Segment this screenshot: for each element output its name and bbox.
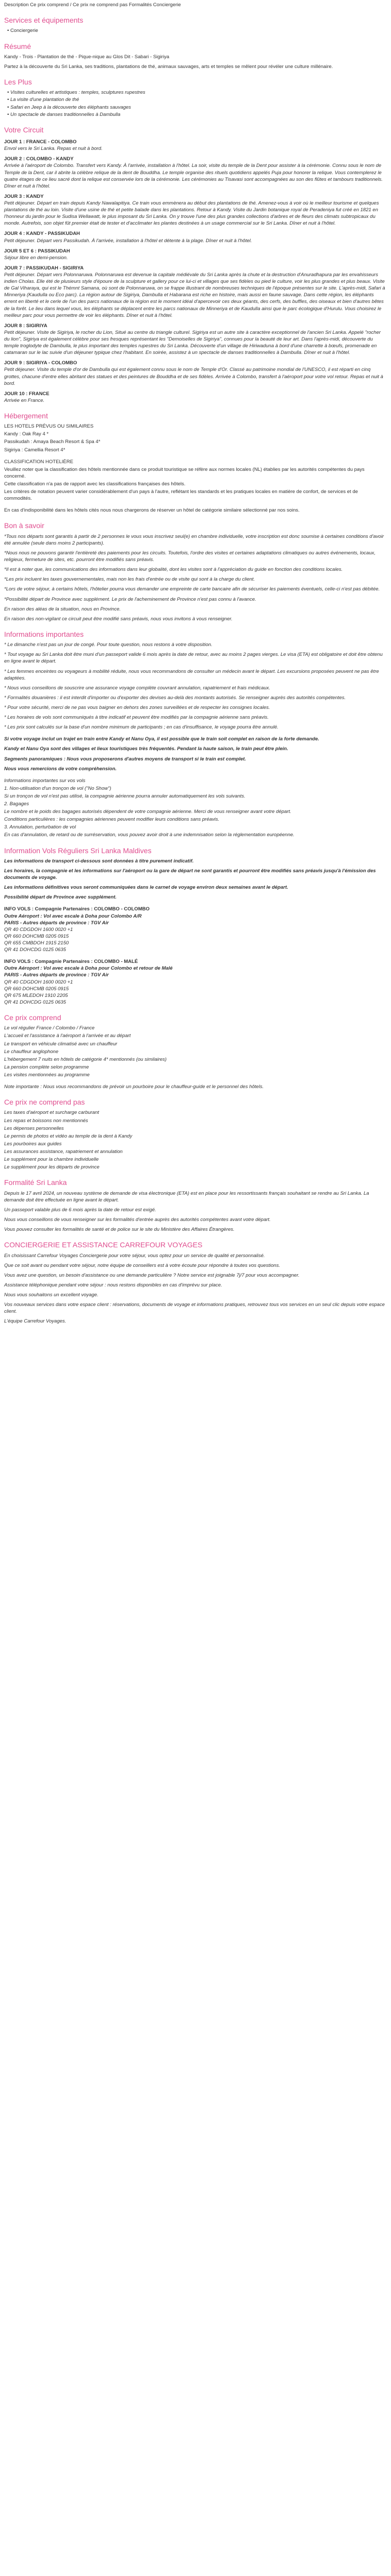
- flight-line: PARIS - Autres départs de province : TGV Air: [4, 972, 109, 978]
- paragraph: * Les prix sont calculés sur la base d'un nombre minimum de participants ; en cas d'insuffisance, le voyage pourra être annulé.: [4, 724, 279, 731]
- list-item: • Un spectacle de danses traditionnelles à Dambulla: [7, 111, 387, 118]
- day-block: [4, 230, 387, 244]
- prix-comprend-title: Ce prix comprend: [4, 1013, 61, 1022]
- spacer: [4, 503, 387, 507]
- paragraph: Vous avez une question, un besoin d'assistance ou une demande particulière ? Notre service est joignable 7j/7 pour vous accompagner.: [4, 1272, 300, 1278]
- hebergement-body: [4, 423, 387, 514]
- paragraph: 2. Bagages: [4, 801, 29, 807]
- tabs-description: Description Ce prix comprend / Ce prix ne comprend pas Formalités Conciergerie: [4, 2, 181, 8]
- paragraph: Que ce soit avant ou pendant votre séjour, notre équipe de conseillers est à votre écoute pour répondre à toutes vos questions.: [4, 1262, 280, 1268]
- day-text: Petit déjeuner. Visite de Sigiriya, le rocher du Lion, Situé au centre du triangle culturel. Sigiriya est un autre site à caractère exceptionnel de l'ancien Sri Lanka. Appelé "rocher du lion", Sigiriya est également célèbre pour ses fresques représentant les "Demoiselles de Sigiriya", connues pour la beauté de leur art. Dans l'après-midi, découverte du temple troglodyte de Dambulla, le plus important des temples rupestres du Sri Lanka. Découverte d'un village de Hiriwaduna à bord d'une charrette à bœufs, promenade en catamaran sur le lac suivie d'un déjeuner typique chez l'habitant. En soirée, assistez à un spectacle de danses traditionnelles à Dambulla. Dîner et nuit à l'hôtel.: [4, 329, 381, 356]
- text-line: Les taxes d'aéroport et surcharge carburant: [4, 1110, 100, 1116]
- paragraph: Depuis le 17 avril 2024, un nouveau système de demande de visa électronique (ETA) est en place pour les ressortissants français souhaitant se rendre au Sri Lanka. La demande doit être effectuée en ligne avant le départ.: [4, 1190, 369, 1203]
- paragraph: Les informations de transport ci-dessous sont données à titre purement indicatif.: [4, 858, 194, 864]
- flight-group: [4, 906, 387, 953]
- paragraph: Conditions particulières : les compagnies aériennes peuvent modifier leurs conditions sans préavis.: [4, 817, 220, 823]
- circuit-title: Votre Circuit: [4, 125, 44, 134]
- flight-line: QR 660 DOHCMB 0205 0915: [4, 986, 69, 992]
- day-block: [4, 265, 387, 319]
- bon-savoir-body: [4, 533, 387, 622]
- resident-body: [4, 858, 387, 901]
- text-line: Les pourboires aux guides: [4, 1141, 62, 1147]
- paragraph: * Formalités douanières : il est interdit d'importer ou d'exporter des devises au-delà des montants autorisés. Se renseigner auprès des autorités compétentes.: [4, 694, 346, 701]
- flight-info: [4, 777, 387, 839]
- day-block: [4, 156, 387, 190]
- paragraph: Les informations définitives vous seront communiquées dans le carnet de voyage environ deux semaines avant le départ.: [4, 885, 288, 891]
- day-text: Arrivée en France.: [4, 397, 45, 403]
- train-notice: [4, 736, 387, 772]
- text-line: LES HOTELS PRÉVUS OU SIMILAIRES: [4, 423, 94, 430]
- day-text: Arrivée à l'aéroport de Colombo. Transfert vers Kandy. À l'arrivée, installation à l'hôtel. La soir, visite du temple de la Dent pour assister à la cérémonie. Connu sous le nom de Temple de la Dent, car il abrite la célèbre relique de la dent de Bouddha. Le temple organise des rituels quotidiens appelés Puja pour honorer la relique. Vous contemplerez le quatre étages de ce lieu sacré dont la relique est conservée lors de la cérémonie. Les cérémonies au Tisavasi sont accompagnées au son des flûtes et tambours traditionnels. Dîner et nuit à l'hôtel.: [4, 163, 383, 189]
- paragraph: Si un tronçon de vol n'est pas utilisé, la compagnie aérienne pourra annuler automatiquement les vols suivants.: [4, 793, 246, 799]
- paragraph: Un passeport valable plus de 6 mois après la date de retour est exigé.: [4, 1207, 156, 1213]
- text-line: Le vol régulier France / Colombo / France: [4, 1025, 95, 1031]
- infos-body: [4, 641, 387, 731]
- day-text: Envol vers le Sri Lanka. Repas et nuit à bord.: [4, 146, 103, 152]
- paragraph: 3. Annulation, perturbation de vol: [4, 824, 76, 831]
- day-block: [4, 391, 387, 404]
- paragraph: * Le dimanche n'est pas un jour de congé. Pour toute question, nous restons à votre disposition.: [4, 642, 213, 648]
- spacer: [4, 454, 387, 459]
- text-line: Le chauffeur anglophone: [4, 1048, 59, 1055]
- text-line: Note importante : Nous vous recommandons de prévoir un pourboire pour le chauffeur-guide et le personnel des hôtels.: [4, 1084, 264, 1090]
- day-heading: JOUR 1 : FRANCE - COLOMBO: [4, 139, 77, 145]
- paragraph: Le nombre et le poids des bagages autorisés dépendent de votre compagnie aérienne. Merci de vous renseigner avant votre départ.: [4, 809, 291, 815]
- paragraph: 1. Non-utilisation d'un tronçon de vol ("No Show"): [4, 785, 111, 791]
- flight-group-heading: INFO VOLS : Compagnie Partenaires : COLOMBO - MALÉ: [4, 959, 138, 965]
- plus-title: Les Plus: [4, 78, 32, 87]
- paragraph: L'équipe Carrefour Voyages.: [4, 1318, 67, 1325]
- flight-line: Outre Aéroport : Vol avec escale à Doha pour Colombo A/R: [4, 913, 142, 919]
- flight-line: QR 41 DOHCDG 0125 0635: [4, 947, 66, 953]
- paragraph: * Nous vous conseillons de souscrire une assurance voyage complète couvrant annulation, rapatriement et frais médicaux.: [4, 685, 270, 691]
- paragraph: Informations importantes sur vos vols: [4, 777, 86, 784]
- services-title: Services et équipements: [4, 16, 84, 25]
- paragraph: *Lors de votre séjour, à certains hôtels, l'hôtelier pourra vous demander une empreinte de carte bancaire afin de sécuriser les paiements éventuels, celle-ci n'est pas débitée.: [4, 586, 380, 592]
- text-line: Les dépenses personnelles: [4, 1125, 64, 1131]
- circuit-days: [4, 139, 387, 404]
- flight-line: QR 40 CDGDOH 1600 0020 +1: [4, 926, 73, 933]
- spacer: [4, 1079, 387, 1083]
- text-line: Le supplément pour les départs de province: [4, 1164, 100, 1171]
- services-list: [4, 27, 387, 34]
- text-line: Sigiriya : Camellia Resort 4*: [4, 447, 66, 453]
- resume-body: [4, 54, 387, 70]
- day-text: Petit déjeuner. Visite du temple d'or de Dambulla qui est également connu sous le nom de Temple d'Or. Classé au patrimoine mondial de l'UNESCO, il est réparti en cinq grottes, chacune d'entre elles abritant des statues et des peintures de Bouddha et de ses fidèles. Arrivée à Colombo, transfert à l'aéroport pour votre vol retour. Repas et nuit à bord.: [4, 367, 383, 386]
- day-heading: JOUR 9 : SIGIRIYA - COLOMBO: [4, 360, 77, 366]
- text-line: Le transport en véhicule climatisé avec un chauffeur: [4, 1041, 118, 1047]
- paragraph: En raison des non-vigilant ce circuit peut être modifié sans préavis, nous vous invitons à vous renseigner.: [4, 616, 233, 622]
- text-line: Le supplément pour la chambre individuelle: [4, 1157, 99, 1163]
- day-text: Petit déjeuner. Départ en train depuis Kandy Nawalapitiya. Ce train vous emmènera au début des plantations de thé. Amenez-vous à voir où le meilleur tourisme et quelques plantations de thé au loin. Visite d'une usine de thé et petite balade dans les plantations. Retour à Kandy. Visite du Jardin botanique royal de Peradeniya fut créé en 1821 en l'honneur du jardin pour le Sudisa Wellawatt, le plus imposant du Sri Lanka. On y trouve l'une des plus grandes collections d'arbres et de fleurs des climats subtropicaux du monde. Autrefois, son objet fût premier était de tester et d'acclimater les plantes destinées à un usage commercial sur le Sri Lanka. Dîner et nuit à l'hôtel.: [4, 200, 379, 227]
- day-block: [4, 248, 387, 261]
- prix-ne-comprend-title: Ce prix ne comprend pas: [4, 1098, 85, 1107]
- paragraph: En cas d'annulation, de retard ou de surréservation, vous pouvez avoir droit à une indemnisation selon la réglementation européenne.: [4, 832, 295, 838]
- day-text: Petit déjeuner. Départ vers Polonnaruwa. Polonnaruwa est devenue la capitale médiévale du Sri Lanka après la chute et la destruction d'Anuradhapura par les envahisseurs indien Cholas. Elle été de plusieurs style d'époure de la sculpture et gallery pour ce lui-ci et villages que ses fidèles ou pied le culture, voir les plus grandes et plus beaux. Visite de Gal Viharaya, qui est le Thémnt Samana, où sont de Polonnaruwa, on se frappe illustrant de nombreuses techniques de l'époque présentes sur le site. L'après-midi, Safari à Minneriya (Kaudulla ou Eco parc). La région autour de Sigiriya, Dambulla et Habarana est riche en histoire, mais aussi en faune sauvage. Dans cette région, les éléphants errent en liberté et le cerle de l'un des parcs nationaux de la région est le moment idéal d'apercevoir ces deux géants, des cerfs, des buffles, des oiseaux et bien d'autres bêtes de la forêt. Le lieu dans lequel vous, les éléphants se déplacent entre les parcs nationaux de Minneriya et de Kaudulla ainsi que le parc écologique d'Hurulu. Vous choisirez le meilleur parc pour vous permettre de voir les éléphants. Dîner et nuit à l'hôtel.: [4, 272, 385, 318]
- text-line: La pension complète selon programme: [4, 1064, 89, 1070]
- paragraph: Nous vous souhaitons un excellent voyage.: [4, 1292, 99, 1298]
- flight-line: QR 40 CDGDOH 1600 0020 +1: [4, 979, 73, 985]
- resume-title: Résumé: [4, 42, 31, 50]
- prix-ne-comprend-body: [4, 1109, 387, 1171]
- paragraph: *Possibilité départ de Province avec supplément. Le prix de l'acheminement de Province n'est pas connu à l'avance.: [4, 596, 256, 602]
- product-description: [0, 2, 391, 1348]
- paragraph: Possibilité départ de Province avec supplément.: [4, 894, 117, 901]
- flight-line: QR 41 DOHCDG 0125 0635: [4, 999, 66, 1005]
- hebergement-title: Hébergement: [4, 411, 48, 420]
- text-line: En cas d'indisponibilité dans les hôtels cités nous nous chargerons de réserver un hôtel de catégorie similaire sélectionné par nos soins.: [4, 507, 300, 514]
- paragraph: *Tous nos départs sont garantis à partir de 2 personnes le vous vous inscrivez seul(e) en chambre individuelle, votre inscription est donc soumise à certaines conditions d'avoir été annulée (seule dans moins 2 participants).: [4, 533, 384, 546]
- day-block: [4, 323, 387, 357]
- paragraph: Partez à la découverte du Sri Lanka, ses traditions, plantations de thé, animaux sauvages, arts et temples se mêlent pour révéler une culture millénaire.: [4, 63, 333, 70]
- paragraph: Assistance téléphonique pendant votre séjour : nous restons disponibles en cas d'imprévu sur place.: [4, 1282, 222, 1288]
- infos-title: Informations importantes: [4, 630, 84, 638]
- flight-group-heading: INFO VOLS : Compagnie Partenaires : COLOMBO - COLOMBO: [4, 906, 150, 912]
- paragraph: * Pour votre sécurité, merci de ne pas vous baigner en dehors des zones surveillées et de respecter les consignes locales.: [4, 704, 270, 710]
- paragraph: *Il est à noter que, les communications des informations dans leur globalité, dont les visites sont à l'appréciation du guide en fonction des conditions locales.: [4, 567, 343, 573]
- text-line: CLASSIFICATION HOTELIÈRE: [4, 459, 73, 465]
- text-line: Veuillez noter que la classification des hôtels mentionnée dans ce produit touristique se réfère aux normes locales (NL) établies par les autorités compétentes du pays concerné.: [4, 466, 365, 479]
- day-text: Petit déjeuner. Départ vers Passikudah. À l'arrivée, installation à l'hôtel et détente à la plage. Dîner et nuit à l'hôtel.: [4, 238, 252, 244]
- paragraph: En choisissant Carrefour Voyages Conciergerie pour votre séjour, vous optez pour un service de qualité et personnalisé.: [4, 1252, 265, 1259]
- conciergerie-body: [4, 1252, 387, 1325]
- list-item: • Visites culturelles et artistiques : temples, sculptures rupestres: [7, 89, 387, 96]
- flight-line: QR 655 CMBDOH 1915 2150: [4, 940, 69, 946]
- paragraph: Vos nouveaux services dans votre espace client : réservations, documents de voyage et informations pratiques, retrouvez tous vos services en un seul clic depuis votre espace client.: [4, 1302, 385, 1315]
- text-line: L'hébergement 7 nuits en hôtels de catégorie 4* mentionnés (ou similaires): [4, 1056, 167, 1062]
- plus-list: [4, 89, 387, 117]
- paragraph: Vous pouvez consulter les formalités de santé et de police sur le site du Ministère des Affaires Étrangères.: [4, 1227, 235, 1233]
- day-heading: JOUR 4 : KANDY - PASSIKUDAH: [4, 231, 80, 237]
- day-block: [4, 360, 387, 386]
- day-block: [4, 139, 387, 152]
- day-text: Séjour libre en demi-pension.: [4, 255, 68, 261]
- paragraph: Kandy et Nanu Oya sont des villages et lieux touristiques très fréquentés. Pendant la haute saison, le train peut être plein.: [4, 746, 288, 752]
- bon-savoir-title: Bon à savoir: [4, 521, 44, 530]
- text-line: Kandy : Oak Ray 4 *: [4, 431, 49, 437]
- text-line: Les visites mentionnées au programme: [4, 1072, 90, 1078]
- day-heading: JOUR 7 : PASSIKUDAH - SIGIRIYA: [4, 265, 84, 271]
- paragraph: * Tout voyage au Sri Lanka doit être muni d'un passeport valide 6 mois après la date de retour, avec au moins 2 pages vierges. Le visa (ETA) est obligatoire et doit être obtenu en ligne avant le départ.: [4, 652, 383, 665]
- resident-title: Information Vols Réguliers Sri Lanka Maldives: [4, 846, 152, 855]
- paragraph: *Nous nous ne pouvons garantir l'entièreté des paiements pour les circuits. Toutefois, l'ordre des visites et certaines adaptations climatiques ou autres événements, locaux, religieux, fermeture de sites, etc. pourront être modifiés sans préavis.: [4, 550, 376, 563]
- day-heading: JOUR 3 : KANDY: [4, 193, 44, 199]
- paragraph: Kandy - Trois - Plantation de thé - Pique-nique au Glos Dit - Sabari - Sigiriya: [4, 54, 169, 60]
- formalites-body: [4, 1190, 387, 1233]
- day-heading: JOUR 5 ET 6 : PASSIKUDAH: [4, 248, 70, 254]
- text-line: Les repas et boissons non mentionnés: [4, 1117, 88, 1124]
- list-item: • La visite d'une plantation de thé: [7, 96, 387, 103]
- paragraph: Les horaires, la compagnie et les informations sur l'aéroport ou la gare de départ ne sont garantis et pourront être modifiés sans préavis jusqu'à l'émission des documents de voyage.: [4, 868, 376, 881]
- paragraph: Nous vous conseillons de vous renseigner sur les formalités d'entrée auprès des autorités compétentes avant votre départ.: [4, 1217, 271, 1223]
- day-heading: JOUR 8 : SIGIRIYA: [4, 323, 47, 329]
- day-block: [4, 193, 387, 227]
- flight-groups: [4, 906, 387, 1006]
- paragraph: * Les femmes enceintes ou voyageurs à mobilité réduite, nous vous recommandons de consulter un médecin avant le départ. Les excursions proposées peuvent ne pas être adaptées.: [4, 668, 379, 681]
- flight-line: QR 675 MLEDOH 1910 2205: [4, 992, 68, 998]
- list-item: • Safari en Jeep à la découverte des éléphants sauvages: [7, 104, 387, 111]
- text-line: Les critères de notation peuvent varier considérablement d'un pays à l'autre, reflétant les standards et les pratiques locales en matière de confort, de services et de commodités.: [4, 489, 358, 502]
- flight-line: PARIS - Autres départs de province : TGV Air: [4, 920, 109, 926]
- text-line: Le permis de photos et vidéo au temple de la dent à Kandy: [4, 1133, 133, 1139]
- flight-group: [4, 958, 387, 1006]
- text-line: Cette classification n'a pas de rapport avec les classifications françaises des hôtels.: [4, 481, 186, 487]
- text-line: Les assurances assistance, rapatriement et annulation: [4, 1149, 123, 1155]
- day-heading: JOUR 2 : COLOMBO - KANDY: [4, 156, 74, 162]
- paragraph: * Les horaires de vols sont communiqués à titre indicatif et peuvent être modifiés par la compagnie aérienne sans préavis.: [4, 715, 269, 721]
- text-line: Passikudah : Amaya Beach Resort & Spa 4*: [4, 439, 101, 445]
- text-line: L'accueil et l'assistance à l'aéroport à l'arrivée et au départ: [4, 1033, 131, 1039]
- formalites-title: Formalité Sri Lanka: [4, 1178, 67, 1187]
- list-item: • Conciergerie: [7, 27, 387, 34]
- paragraph: Segments panoramiques : Nous vous proposerons d'autres moyens de transport si le train est complet.: [4, 756, 246, 762]
- day-heading: JOUR 10 : FRANCE: [4, 391, 50, 397]
- flight-line: QR 660 DOHCMB 0205 0915: [4, 933, 69, 939]
- flight-line: Outre Aéroport : Vol avec escale à Doha pour Colombo et retour de Malé: [4, 965, 173, 972]
- prix-comprend-body: [4, 1025, 387, 1090]
- paragraph: Si votre voyage inclut un trajet en train entre Kandy et Nanu Oya, il est possible que le train soit complet en raison de la forte demande.: [4, 736, 319, 742]
- paragraph: Nous vous remercions de votre compréhension.: [4, 766, 117, 772]
- conciergerie-title: CONCIERGERIE ET ASSISTANCE CARREFOUR VOYAGES: [4, 1241, 203, 1249]
- paragraph: En raison des aléas de la situation, nous en Province.: [4, 606, 121, 612]
- paragraph: *Les prix incluent les taxes gouvernementales, mais non les frais d'entrée ou de visite qui sont à la charge du client.: [4, 577, 255, 583]
